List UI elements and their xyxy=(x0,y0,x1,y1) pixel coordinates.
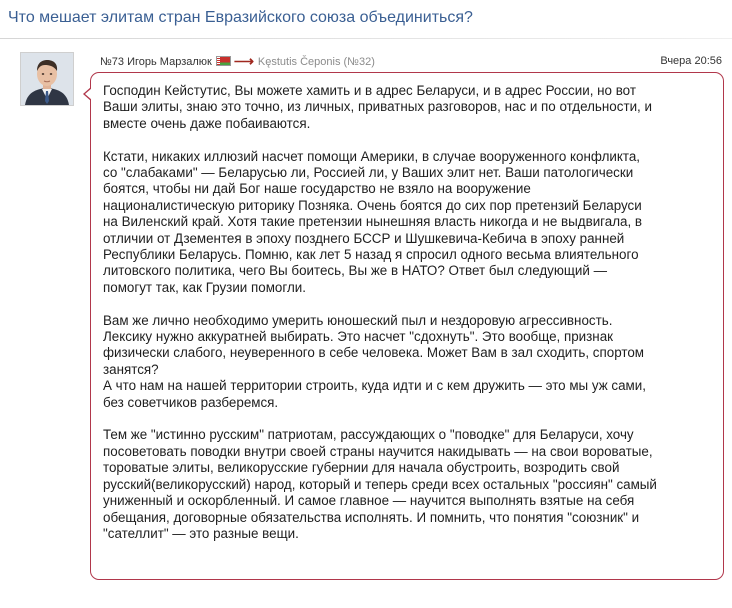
author-name[interactable]: №73 Игорь Марзалюк xyxy=(100,56,212,68)
author-avatar[interactable] xyxy=(20,52,74,106)
reply-recipient-link[interactable]: Kęstutis Čeponis (№32) xyxy=(257,56,375,68)
post-paragraph: Тем же "истинно русским" патриотам, рассуждающих о "поводке" для Беларуси, хочу посоветовать поводки внутри своей страны научится накидывать — на свои вороватые, тороватые элиты, великорусские губернии для начала обустроить, возродить свой русский(великорусский) народ, который и теперь среди всех остальных "россиян" самый униженный и оскорбленный. И самое главное — научится выполнять взятые на себя обещания, договорные обязательства исполнять. И помнить, что понятия "союзник" и "сателлит" — это разные вещи. xyxy=(103,427,657,541)
post-paragraph: Кстати, никаких иллюзий насчет помощи Америки, в случае вооруженного конфликта, со "слабаками" — Беларусью ли, Россией ли, у Ваших элит нет. Ваши патологически боятся, чтобы ни дай Бог наше государство не взяло на вооружение националистическую риторику Позняка. Очень боятся до сих пор претензий Беларуси на Виленский край. Хотя такие претензии нынешняя власть никогда и не выдвигала, в отличии от Дзементея в эпоху позднего БССР и Шушкевича-Кебича в эпоху ранней Республики Беларусь. Помню, как лет 5 назад я спросил одного весьма влиятельного литовского политика, чего Вы боитесь, Вы же в НАТО? Ответ был следующий — помогут так, как Грузии помогли. xyxy=(103,148,643,295)
belarus-flag-icon xyxy=(216,56,231,66)
post-body xyxy=(103,83,715,559)
header-divider xyxy=(0,38,732,39)
post-header xyxy=(100,52,726,70)
post-paragraph: Господин Кейстутис, Вы можете хамить и в адрес Беларуси, и в адрес России, но вот Ваши элиты, знаю это точно, из личных, приватных разговоров, нас и по отдельности, и вместе очень даже побаиваются. xyxy=(103,83,652,131)
topic-title[interactable]: Что мешает элитам стран Евразийского союза объединиться? xyxy=(8,9,473,26)
avatar-portrait-icon xyxy=(21,53,73,105)
post-paragraph: Вам же лично необходимо умерить юношеский пыл и нездоровую агрессивность. Лексику нужно аккуратней выбирать. Это насчет "сдохнуть". Это вообще, признак физически слабого, неуверенного в себе человека. Может Вам в зал сходить, спортом занятся? А что нам на нашей территории строить, куда идти и с кем дружить — это мы уж сами, без советчиков разберемся. xyxy=(103,312,646,410)
reply-arrow-icon: ⟶ xyxy=(233,53,254,69)
post-message-bubble xyxy=(90,72,724,580)
post-timestamp: Вчера 20:56 xyxy=(660,55,722,67)
